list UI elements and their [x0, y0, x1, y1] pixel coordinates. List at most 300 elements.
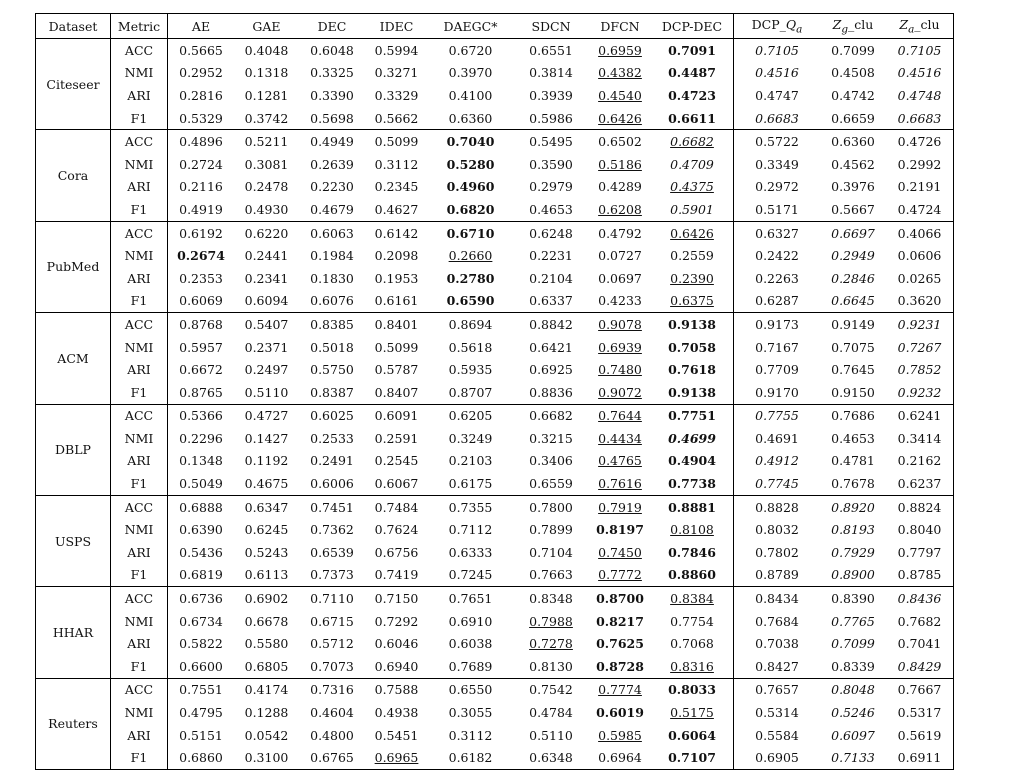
value-cell-dcp-qa: 0.7802	[755, 544, 799, 560]
value-cell-dec: 0.3390	[310, 87, 354, 103]
value-cell-ae: 0.4795	[179, 705, 223, 721]
value-cell-dcp-dec: 0.2390	[651, 267, 734, 290]
value-cell-daegc: 0.6550	[428, 678, 513, 701]
metric-cell: ACC	[111, 39, 168, 62]
dataset-cell: Reuters	[36, 678, 111, 769]
value-cell-daegc: 0.4960	[446, 179, 495, 195]
value-cell-dcp-qa: 0.9173	[734, 313, 821, 336]
value-cell-idec: 0.4938	[374, 705, 419, 721]
metric-cell: NMI	[111, 244, 168, 267]
value-cell-idec: 0.8407	[374, 384, 419, 400]
value-cell-dec: 0.6765	[299, 746, 365, 769]
metric-cell: F1	[111, 655, 168, 678]
value-cell-dec: 0.2491	[310, 453, 354, 469]
value-cell-dfcn: 0.4233	[598, 293, 642, 309]
value-cell-idec: 0.3112	[374, 156, 419, 172]
value-cell-dec: 0.5750	[310, 362, 354, 378]
value-cell-dfcn: 0.9072	[598, 384, 642, 400]
value-cell-za-clu: 0.8785	[886, 564, 954, 587]
value-cell-zg-clu: 0.6097	[831, 727, 875, 743]
value-cell-gae: 0.3100	[234, 746, 299, 769]
value-cell-daegc: 0.5280	[446, 156, 495, 172]
value-cell-dec: 0.7373	[310, 567, 354, 583]
value-cell-zg-clu: 0.7099	[831, 636, 875, 652]
value-cell-dfcn: 0.6019	[596, 705, 644, 721]
value-cell-zg-clu: 0.7133	[820, 746, 886, 769]
header-sdcn: SDCN	[513, 14, 589, 39]
value-cell-idec: 0.7624	[374, 522, 419, 538]
metric-cell: F1	[111, 472, 168, 495]
table-row	[36, 313, 954, 336]
table-row	[36, 62, 954, 85]
value-cell-dec: 0.6048	[299, 39, 365, 62]
value-cell-dfcn: 0.7774	[589, 678, 651, 701]
dataset-cell: PubMed	[36, 221, 111, 312]
value-cell-idec: 0.7419	[374, 567, 419, 583]
value-cell-daegc: 0.8707	[448, 384, 493, 400]
value-cell-ae: 0.6734	[179, 613, 223, 629]
value-cell-idec: 0.6142	[365, 221, 428, 244]
value-cell-idec: 0.1953	[374, 270, 419, 286]
value-cell-za-clu: 0.7105	[886, 39, 954, 62]
value-cell-dcp-dec: 0.7068	[651, 632, 734, 655]
value-cell-za-clu: 0.9232	[886, 381, 954, 404]
value-cell-sdcn: 0.3215	[529, 430, 573, 446]
value-cell-zg-clu: 0.4781	[831, 453, 875, 469]
value-cell-dcp-qa: 0.7755	[734, 404, 821, 427]
table-row	[36, 632, 954, 655]
value-cell-dfcn: 0.5985	[598, 727, 642, 743]
table-row	[36, 198, 954, 221]
value-cell-zg-clu: 0.8920	[820, 495, 886, 518]
header-row	[36, 14, 954, 39]
value-cell-sdcn: 0.6337	[529, 293, 573, 309]
value-cell-dec: 0.3325	[310, 65, 354, 81]
value-cell-za-clu: 0.2162	[886, 450, 954, 473]
value-cell-dcp-qa: 0.6287	[755, 293, 799, 309]
value-cell-dcp-qa: 0.5314	[755, 705, 799, 721]
dataset-cell: HHAR	[36, 587, 111, 678]
table-row	[36, 518, 954, 541]
value-cell-gae: 0.3742	[244, 110, 289, 126]
value-cell-ae: 0.6672	[179, 362, 223, 378]
value-cell-ae: 0.5049	[179, 476, 223, 492]
table-row	[36, 290, 954, 313]
value-cell-idec: 0.5994	[365, 39, 428, 62]
value-cell-ae: 0.5329	[179, 110, 223, 126]
value-cell-ae: 0.6888	[168, 495, 235, 518]
value-cell-dcp-qa: 0.8789	[755, 567, 799, 583]
value-cell-dec: 0.7073	[310, 658, 354, 674]
value-cell-sdcn: 0.4784	[529, 705, 573, 721]
value-cell-sdcn: 0.6551	[513, 39, 589, 62]
value-cell-daegc: 0.5935	[448, 362, 493, 378]
value-cell-sdcn: 0.7542	[513, 678, 589, 701]
value-cell-zg-clu: 0.2846	[831, 270, 875, 286]
header-idec: IDEC	[365, 14, 428, 39]
header-dec: DEC	[299, 14, 365, 39]
value-cell-zg-clu: 0.5667	[831, 201, 875, 217]
metric-cell: NMI	[111, 336, 168, 359]
value-cell-sdcn: 0.6421	[529, 339, 573, 355]
value-cell-gae: 0.1288	[244, 705, 289, 721]
value-cell-idec: 0.8401	[365, 313, 428, 336]
value-cell-ae: 0.2116	[179, 179, 223, 195]
dataset-cell: ACM	[36, 313, 111, 404]
value-cell-dcp-qa: 0.2263	[755, 270, 799, 286]
value-cell-dfcn: 0.6959	[589, 39, 651, 62]
value-cell-zg-clu: 0.7765	[831, 613, 875, 629]
value-cell-daegc: 0.2660	[448, 248, 493, 264]
metric-cell: NMI	[111, 610, 168, 633]
value-cell-daegc: 0.3970	[448, 65, 493, 81]
value-cell-za-clu: 0.6237	[886, 472, 954, 495]
value-cell-dcp-qa: 0.2422	[755, 248, 799, 264]
value-cell-dcp-dec: 0.8881	[651, 495, 734, 518]
value-cell-za-clu: 0.9231	[886, 313, 954, 336]
value-cell-dec: 0.6006	[310, 476, 354, 492]
dataset-cell: Cora	[36, 130, 111, 221]
value-cell-za-clu: 0.5619	[886, 724, 954, 747]
metric-cell: ACC	[111, 587, 168, 610]
value-cell-za-clu: 0.0265	[886, 267, 954, 290]
value-cell-daegc: 0.6182	[428, 746, 513, 769]
value-cell-dec: 0.2230	[310, 179, 354, 195]
table-row	[36, 701, 954, 724]
value-cell-dcp-qa: 0.6905	[734, 746, 821, 769]
table-row	[36, 655, 954, 678]
value-cell-dcp-qa: 0.7038	[755, 636, 799, 652]
value-cell-daegc: 0.6333	[448, 544, 493, 560]
value-cell-zg-clu: 0.2949	[831, 248, 875, 264]
value-cell-za-clu: 0.8040	[886, 518, 954, 541]
table-row	[36, 610, 954, 633]
value-cell-ae: 0.8765	[179, 384, 223, 400]
value-cell-dcp-qa: 0.7105	[734, 39, 821, 62]
value-cell-ae: 0.6390	[179, 522, 223, 538]
value-cell-gae: 0.6678	[244, 613, 289, 629]
table-body	[36, 39, 954, 770]
value-cell-idec: 0.3271	[374, 65, 419, 81]
table-row	[36, 130, 954, 153]
value-cell-dcp-dec: 0.7107	[651, 746, 734, 769]
value-cell-dcp-dec: 0.8860	[651, 564, 734, 587]
value-cell-dcp-qa: 0.2972	[755, 179, 799, 195]
value-cell-dcp-dec: 0.6375	[651, 290, 734, 313]
value-cell-dcp-dec: 0.5175	[651, 701, 734, 724]
value-cell-sdcn: 0.7899	[529, 522, 573, 538]
value-cell-dfcn: 0.7450	[598, 544, 642, 560]
value-cell-dcp-dec: 0.6611	[651, 107, 734, 130]
value-cell-dcp-dec: 0.8033	[651, 678, 734, 701]
metric-cell: F1	[111, 290, 168, 313]
value-cell-daegc: 0.7355	[428, 495, 513, 518]
value-cell-daegc: 0.2103	[448, 453, 493, 469]
value-cell-dfcn: 0.5186	[598, 156, 642, 172]
value-cell-gae: 0.2497	[244, 362, 289, 378]
value-cell-ae: 0.6736	[168, 587, 235, 610]
value-cell-zg-clu: 0.7075	[831, 339, 875, 355]
value-cell-gae: 0.6902	[234, 587, 299, 610]
value-cell-dfcn: 0.4434	[598, 430, 642, 446]
metric-cell: ACC	[111, 130, 168, 153]
metric-cell: ARI	[111, 358, 168, 381]
table-row	[36, 404, 954, 427]
value-cell-daegc: 0.6038	[448, 636, 493, 652]
value-cell-za-clu: 0.7852	[886, 358, 954, 381]
value-cell-dfcn: 0.8700	[589, 587, 651, 610]
value-cell-dcp-qa: 0.7657	[734, 678, 821, 701]
value-cell-sdcn: 0.5110	[529, 727, 573, 743]
value-cell-sdcn: 0.8348	[513, 587, 589, 610]
value-cell-dcp-qa: 0.8828	[734, 495, 821, 518]
value-cell-zg-clu: 0.6659	[831, 110, 875, 126]
table-row	[36, 244, 954, 267]
value-cell-ae: 0.2724	[179, 156, 223, 172]
value-cell-dcp-dec: 0.2559	[651, 244, 734, 267]
header-ae: AE	[168, 14, 235, 39]
value-cell-gae: 0.2478	[244, 179, 289, 195]
value-cell-dec: 0.6025	[299, 404, 365, 427]
value-cell-idec: 0.6940	[374, 658, 419, 674]
value-cell-za-clu: 0.6911	[886, 746, 954, 769]
value-cell-ae: 0.5665	[168, 39, 235, 62]
value-cell-gae: 0.3081	[244, 156, 289, 172]
value-cell-dfcn: 0.7919	[589, 495, 651, 518]
table-row	[36, 746, 954, 769]
value-cell-zg-clu: 0.8339	[831, 658, 875, 674]
value-cell-gae: 0.2371	[244, 339, 289, 355]
value-cell-gae: 0.6220	[234, 221, 299, 244]
table-row	[36, 267, 954, 290]
value-cell-dcp-qa: 0.6327	[734, 221, 821, 244]
metric-cell: F1	[111, 107, 168, 130]
value-cell-ae: 0.5957	[179, 339, 223, 355]
value-cell-za-clu: 0.8429	[886, 655, 954, 678]
value-cell-dec: 0.5698	[310, 110, 354, 126]
value-cell-dcp-dec: 0.6064	[651, 724, 734, 747]
value-cell-dcp-dec: 0.5901	[651, 198, 734, 221]
value-cell-sdcn: 0.3814	[529, 65, 573, 81]
value-cell-daegc: 0.3112	[448, 727, 493, 743]
value-cell-sdcn: 0.6925	[529, 362, 573, 378]
value-cell-dfcn: 0.4792	[589, 221, 651, 244]
value-cell-ae: 0.6819	[179, 567, 223, 583]
value-cell-sdcn: 0.3590	[529, 156, 573, 172]
value-cell-dfcn: 0.7772	[598, 567, 642, 583]
value-cell-ae: 0.6860	[168, 746, 235, 769]
value-cell-ae: 0.8768	[168, 313, 235, 336]
value-cell-sdcn: 0.5986	[529, 110, 573, 126]
value-cell-dec: 0.6076	[310, 293, 354, 309]
value-cell-zg-clu: 0.8390	[820, 587, 886, 610]
value-cell-sdcn: 0.2231	[529, 248, 573, 264]
header-dcp-qa: $DCP\_Q_a$	[734, 14, 821, 39]
value-cell-zg-clu: 0.7686	[820, 404, 886, 427]
metric-cell: ARI	[111, 450, 168, 473]
value-cell-zg-clu: 0.5246	[831, 705, 875, 721]
value-cell-ae: 0.5436	[179, 544, 223, 560]
value-cell-dfcn: 0.6964	[589, 746, 651, 769]
value-cell-daegc: 0.7689	[448, 658, 493, 674]
value-cell-ae: 0.2816	[179, 87, 223, 103]
value-cell-zg-clu: 0.6645	[831, 293, 875, 309]
value-cell-za-clu: 0.6241	[886, 404, 954, 427]
value-cell-sdcn: 0.7663	[529, 567, 573, 583]
value-cell-idec: 0.5787	[374, 362, 419, 378]
table-row	[36, 107, 954, 130]
table-row	[36, 495, 954, 518]
value-cell-daegc: 0.4100	[448, 87, 493, 103]
metric-cell: ACC	[111, 404, 168, 427]
value-cell-dfcn: 0.6208	[598, 201, 642, 217]
table-row	[36, 587, 954, 610]
table-row	[36, 84, 954, 107]
metric-cell: NMI	[111, 518, 168, 541]
header-gae: GAE	[234, 14, 299, 39]
value-cell-za-clu: 0.4726	[886, 130, 954, 153]
value-cell-zg-clu: 0.6697	[820, 221, 886, 244]
value-cell-dcp-dec: 0.4709	[651, 153, 734, 176]
value-cell-dcp-qa: 0.9170	[755, 384, 799, 400]
table-row	[36, 472, 954, 495]
value-cell-dfcn: 0.4765	[598, 453, 642, 469]
value-cell-sdcn: 0.6559	[529, 476, 573, 492]
value-cell-sdcn: 0.4653	[529, 201, 573, 217]
value-cell-zg-clu: 0.4562	[831, 156, 875, 172]
value-cell-dcp-qa: 0.7745	[755, 476, 799, 492]
value-cell-idec: 0.6067	[374, 476, 419, 492]
value-cell-dec: 0.2533	[310, 430, 354, 446]
value-cell-dec: 0.4679	[310, 201, 354, 217]
value-cell-idec: 0.2345	[374, 179, 419, 195]
value-cell-daegc: 0.7040	[428, 130, 513, 153]
value-cell-idec: 0.5451	[374, 727, 419, 743]
value-cell-dfcn: 0.4289	[598, 179, 642, 195]
value-cell-dfcn: 0.6502	[589, 130, 651, 153]
value-cell-za-clu: 0.7682	[886, 610, 954, 633]
table-row	[36, 176, 954, 199]
value-cell-dec: 0.8387	[310, 384, 354, 400]
value-cell-idec: 0.7588	[365, 678, 428, 701]
metric-cell: NMI	[111, 62, 168, 85]
value-cell-daegc: 0.2780	[446, 270, 495, 286]
value-cell-gae: 0.6347	[234, 495, 299, 518]
value-cell-dcp-qa: 0.4747	[755, 87, 799, 103]
value-cell-idec: 0.6091	[365, 404, 428, 427]
value-cell-daegc: 0.6590	[446, 293, 495, 309]
value-cell-zg-clu: 0.9149	[820, 313, 886, 336]
table-row	[36, 381, 954, 404]
value-cell-dfcn: 0.4382	[598, 65, 642, 81]
metric-cell: F1	[111, 198, 168, 221]
value-cell-ae: 0.5822	[179, 636, 223, 652]
value-cell-daegc: 0.8694	[428, 313, 513, 336]
table-row	[36, 450, 954, 473]
value-cell-gae: 0.4727	[234, 404, 299, 427]
value-cell-gae: 0.1192	[244, 453, 289, 469]
value-cell-dcp-qa: 0.8427	[755, 658, 799, 674]
metric-cell: NMI	[111, 701, 168, 724]
value-cell-zg-clu: 0.7099	[820, 39, 886, 62]
metric-cell: NMI	[111, 153, 168, 176]
value-cell-dec: 0.1984	[310, 248, 354, 264]
value-cell-dcp-dec: 0.8316	[651, 655, 734, 678]
value-cell-ae: 0.2674	[177, 248, 225, 264]
value-cell-idec: 0.7292	[374, 613, 419, 629]
value-cell-idec: 0.4627	[374, 201, 419, 217]
value-cell-zg-clu: 0.9150	[831, 384, 875, 400]
value-cell-gae: 0.4174	[234, 678, 299, 701]
value-cell-gae: 0.2441	[244, 248, 289, 264]
value-cell-dcp-qa: 0.8032	[755, 522, 799, 538]
value-cell-daegc: 0.5618	[448, 339, 493, 355]
value-cell-za-clu: 0.8436	[886, 587, 954, 610]
value-cell-dec: 0.7110	[299, 587, 365, 610]
value-cell-sdcn: 0.7104	[529, 544, 573, 560]
header-zg-clu: $Z_g\_clu$	[820, 14, 886, 39]
metric-cell: NMI	[111, 427, 168, 450]
value-cell-idec: 0.6756	[374, 544, 419, 560]
table-row	[36, 153, 954, 176]
value-cell-gae: 0.5110	[244, 384, 289, 400]
metric-cell: F1	[111, 564, 168, 587]
value-cell-dcp-dec: 0.7751	[651, 404, 734, 427]
value-cell-sdcn: 0.2104	[529, 270, 573, 286]
value-cell-dfcn: 0.7616	[598, 476, 642, 492]
value-cell-sdcn: 0.7278	[529, 636, 573, 652]
value-cell-gae: 0.4930	[244, 201, 289, 217]
metric-cell: ARI	[111, 632, 168, 655]
value-cell-dcp-qa: 0.3349	[755, 156, 799, 172]
metric-cell: ARI	[111, 84, 168, 107]
value-cell-zg-clu: 0.6360	[820, 130, 886, 153]
value-cell-ae: 0.2952	[179, 65, 223, 81]
value-cell-dcp-dec: 0.7618	[651, 358, 734, 381]
value-cell-sdcn: 0.2979	[529, 179, 573, 195]
value-cell-daegc: 0.7651	[428, 587, 513, 610]
value-cell-dfcn: 0.9078	[589, 313, 651, 336]
value-cell-za-clu: 0.7041	[886, 632, 954, 655]
value-cell-dcp-dec: 0.7738	[651, 472, 734, 495]
value-cell-dcp-qa: 0.4691	[755, 430, 799, 446]
value-cell-ae: 0.2296	[179, 430, 223, 446]
value-cell-daegc: 0.6175	[448, 476, 493, 492]
value-cell-zg-clu: 0.8193	[831, 522, 875, 538]
value-cell-idec: 0.6965	[365, 746, 428, 769]
value-cell-dcp-dec: 0.8108	[651, 518, 734, 541]
value-cell-za-clu: 0.0606	[886, 244, 954, 267]
metric-cell: F1	[111, 746, 168, 769]
value-cell-dcp-dec: 0.9138	[651, 381, 734, 404]
value-cell-dfcn: 0.0727	[598, 248, 642, 264]
metric-cell: ACC	[111, 678, 168, 701]
value-cell-dcp-dec: 0.7058	[651, 336, 734, 359]
value-cell-dfcn: 0.7625	[596, 636, 644, 652]
value-cell-idec: 0.5662	[374, 110, 419, 126]
value-cell-sdcn: 0.6348	[513, 746, 589, 769]
value-cell-zg-clu: 0.7678	[831, 476, 875, 492]
value-cell-dfcn: 0.7644	[589, 404, 651, 427]
value-cell-za-clu: 0.4516	[886, 62, 954, 85]
value-cell-idec: 0.2098	[374, 248, 419, 264]
metric-cell: F1	[111, 381, 168, 404]
value-cell-dec: 0.6063	[299, 221, 365, 244]
value-cell-sdcn: 0.8842	[513, 313, 589, 336]
value-cell-gae: 0.1281	[244, 87, 289, 103]
header-dcp-dec: DCP-DEC	[651, 14, 734, 39]
value-cell-za-clu: 0.2191	[886, 176, 954, 199]
